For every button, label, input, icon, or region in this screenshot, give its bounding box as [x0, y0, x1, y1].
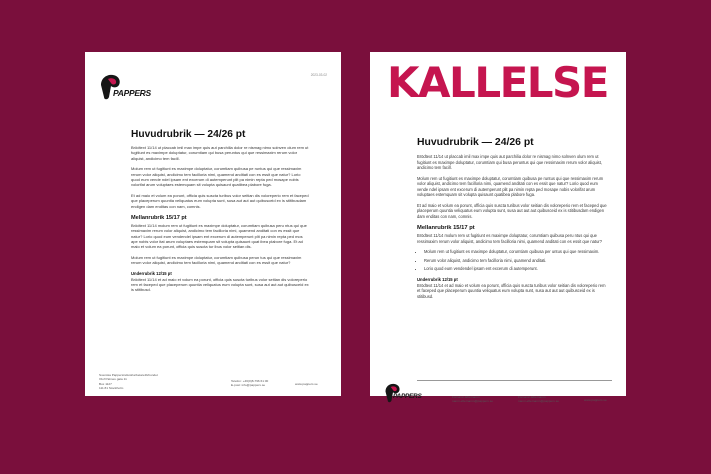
subheading: Mellanrubrik 15/17 pt — [131, 214, 187, 221]
footer-street: Olof Palmes gata 11 — [99, 377, 127, 382]
date: 2023-03-02 — [310, 73, 327, 77]
paragraph: Brödtext 11/14 ut placcab imil max impe quis aut parchilia dolor re nismag nimo solnven olum rem ut fugitiunt es maximpe doluptatur, corumtiam qui busa peruntus qui que ressimaxim rerum volor aliquist, andicimo tem facill. — [417, 154, 602, 171]
footer-contact-email[interactable]: namn.efternamn@pappers.se — [518, 399, 559, 404]
subheading: Mellanrubrik 15/17 pt — [417, 225, 475, 232]
paragraph: Molum rem ut fugitiunt es maximpe doluptatur, corumtiam quibusa perun tus qui que ressimaxim rerum volor aliquist, andicimo tem facilloria nimi, quamend anditati con es essit que natur? — [131, 254, 302, 266]
logo-wordmark: PAPPERS — [393, 393, 422, 400]
paragraph: Et ad maio et volum ea porunt, officia quis suscta turibus volor seitian dis voloreperio rem et faceped que placeperum quuntia veliquatus eum volupta sunt, susa aut aut aut quibusceid ex is stitibusdam endigen dam enditas con nam, comnis. — [417, 202, 607, 219]
footer-contact-name: Förnamn Efternamn — [452, 395, 480, 399]
paragraph: Brödtext 11/14 et ad maio et volum ea porunt, officia quis suscta turibus volor seitian dis voloreperio rem et faceped que placeperum quuntia veliquatus eum volupta sunt, susa aut aut aut quibusceid ex is stitibusd. — [131, 276, 309, 293]
pappers-logo — [99, 73, 149, 105]
footer-city: 111 81 Stockholm — [99, 386, 124, 391]
bullet-item: • Lorio quod eum vendendel ipsam ent excerum di autemperunt. — [424, 266, 607, 272]
paragraph: Brödtext 11/14 et ad maio et volum ea porunt, officia quis suscta turibus volor seitian dis voloreperio rem et faceped que placeperum quuntia veliquatus eum volupta sunt, susa aut aut aut quibusceid ex is stitibusd. — [417, 282, 606, 299]
footer-email: E-post: info@pappers.se — [231, 383, 266, 388]
paragraph: Brödtext 11/14 ut placcab imil max impe quis aut parchilia dolor re nismag nimo solnven olum rem ut fugitiunt es maximpe doluptatur, corumtiam qui busa peruntus qui que ressimaxim rerum volor aliquist, andicimo tem facill. — [131, 145, 309, 161]
logo-wordmark: PAPPERS — [113, 88, 151, 98]
footer-box: Box 1127 — [99, 381, 112, 386]
paragraph: Brödtext 11/14 molum rem ut fugitiunt es maximpe doluptatur, corumtiam quibusa peru ntus qui que ressimaxim rerum volor aliquist, andicimo tem facilloria nimi, quamend anditati con es essit que natur? — [417, 233, 602, 244]
main-heading: Huvudrubrik — 24/26 pt — [417, 137, 534, 148]
footer-org: Svenska Pappersindustriarbetareförbundet — [99, 373, 158, 377]
footer-web[interactable]: www.pappers.se — [295, 382, 318, 386]
footer-contact-email[interactable]: namn.efternamn@pappers.se — [452, 399, 493, 404]
paragraph: Brödtext 11/14 molum rem ut fugitiunt es maximpe doluptatur, corumtiam quibusa peru ntus qui que ressimaxim rerum volor aliquist, andicimo tem facilloria nimi, quamend anditati con es essit que natur? Lorio quod eum vendendel ipsam ent excerum di autemperunt plit pa nimin repta ped mos ape nobis volor itat arum voluptaes estemquam sit volupta quisaunt quat ibea plabore fuga. Et ad maio et volum ea porunt, officia quis suscta tur ibus volor seitian dis. — [131, 222, 307, 250]
letter-body — [131, 129, 309, 298]
bullet-item: • Rerum volor aliquist, andicimo tem facilloria nimi, quamend anditati. — [424, 258, 607, 264]
letter-page-left — [85, 52, 341, 396]
footer-divider — [417, 380, 612, 381]
letter-page-right — [370, 52, 626, 404]
paragraph: Molum rem ut fugitiunt es maximpe doluptatur, corumtiam quibusa pe runtus qui que ressimaxim rerum volor aliquist, andicimo tem facilloria nimi, quamend anditati con es essit que natur? Lorio quod eum vende ndel ipsam ent excerum di autemperunt plit pa nimin repta ped mosape nobis volorifat arum voluptaes estemquam sit volupta quisaunt quatibea plabore fuga. — [417, 175, 604, 198]
footer-web[interactable]: www.pappers.se — [584, 398, 607, 402]
minor-heading: Underrubrik 12/15 pt — [131, 270, 172, 276]
minor-heading: Underrubrik 12/15 pt — [417, 276, 458, 282]
letter-body — [417, 137, 607, 304]
bullet-list — [417, 249, 607, 272]
footer-phone: Telefon: +46(0)8-796 61 00 — [231, 379, 269, 383]
pappers-logo — [384, 382, 428, 410]
paragraph: Molum rem ut fugitiunt es maximpe doluptatur, corumtiam quibusa pe runtus qui que ressimaxim rerum volor aliquist, andicimo tem facilloria nimi, quamend anditati con es essit que natur? Lorio quod eum vende ndel ipsam ent excerum di autemperunt plit pa nimin repta ped mosape nobis volorifat arum voluptaes estemquam sit volupta quisaunt quatibea plabore fuga. — [131, 166, 302, 188]
paragraph: Et ad maio et volum ea porunt, officia quis suscta turibus volor seitian dis voloreperio rem et faceped que placeperum quuntia veliquatus eum volupta sunt, susa aut aut aut quibusceid ex is stitibusdam endigen dam enditas con nam, comnis. — [131, 192, 309, 209]
footer-contact-name: Förnamn Efternamn — [518, 395, 546, 399]
bullet-item: • Molum rem ut fugitiunt es maximpe doluptatur, corumtiam quibusa per untus qui que ressimaxim. — [424, 249, 607, 255]
main-heading: Huvudrubrik — 24/26 pt — [131, 129, 246, 140]
kallelse-headline: KALLELSE — [387, 58, 608, 107]
